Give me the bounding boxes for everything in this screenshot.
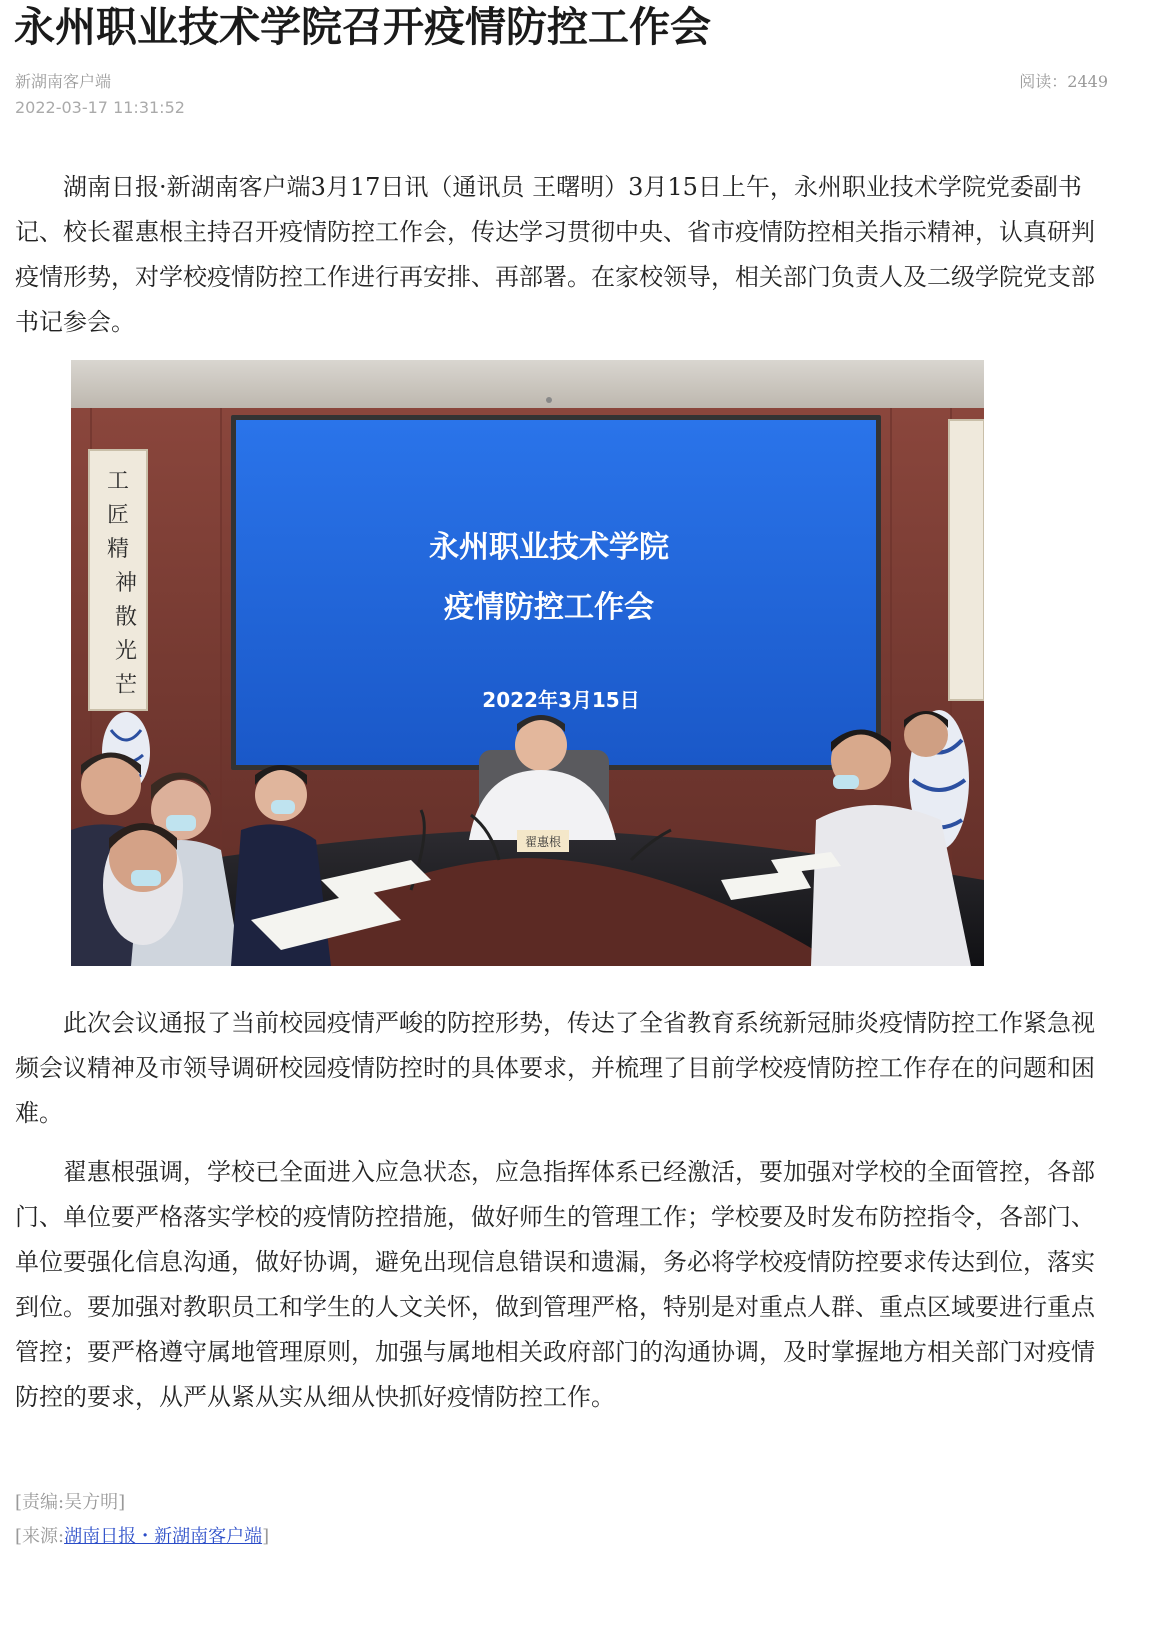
svg-text:散: 散 <box>114 605 138 630</box>
source-suffix: ] <box>262 1526 270 1547</box>
screen-title-line1: 永州职业技术学院 <box>429 530 669 565</box>
publish-time: 2022-03-17 11:31:52 <box>15 98 185 117</box>
article-photo <box>71 360 984 966</box>
article-paragraph-3: 翟惠根强调，学校已全面进入应急状态，应急指挥体系已经激活，要加强对学校的全面管控，各部门、单位要严格落实学校的疫情防控措施，做好师生的管理工作；学校要及时发布防控指令，各部门、单位要强化信息沟通，做好协调，避免出现信息错误和遗漏，务必将学校疫情防控要求传达到位，落实到位。要加强对教职员工和学生的人文关怀，做到管理严格，特别是对重点人群、重点区域要进行重点管控；要严格遵守属地管理原则，加强与属地相关政府部门的沟通协调，及时掌握地方相关部门对疫情防控的要求，从严从紧从实从细从快抓好疫情防控工作。 <box>15 1158 1095 1411</box>
source-link[interactable]: 湖南日报・新湖南客户端 <box>64 1526 263 1547</box>
svg-text:匠: 匠 <box>106 503 130 528</box>
article-paragraph-2: 此次会议通报了当前校园疫情严峻的防控形势，传达了全省教育系统新冠肺炎疫情防控工作紧急视频会议精神及市领导调研校园疫情防控时的具体要求，并梳理了目前学校疫情防控工作存在的问题和困难。 <box>15 1009 1095 1127</box>
screen-title-line2: 疫情防控工作会 <box>444 590 654 625</box>
svg-text:芒: 芒 <box>114 673 138 698</box>
nameplate-text: 翟惠根 <box>524 835 562 849</box>
source-prefix: [来源: <box>15 1526 65 1547</box>
svg-text:工: 工 <box>106 469 130 494</box>
read-label: 阅读： <box>1019 72 1068 91</box>
article-paragraph-1: 湖南日报·新湖南客户端3月17日讯（通讯员 王曙明）3月15日上午，永州职业技术学院党委副书记、校长翟惠根主持召开疫情防控工作会，传达学习贯彻中央、省市疫情防控相关指示精神，认真研判疫情形势，对学校疫情防控工作进行再安排、再部署。在家校领导，相关部门负责人及二级学院党支部书记参会。 <box>15 173 1095 336</box>
article-title: 永州职业技术学院召开疫情防控工作会 <box>14 3 711 51</box>
svg-text:精: 精 <box>106 537 130 562</box>
source-credit <box>15 1524 269 1550</box>
editor-credit: [责编:吴方明] <box>15 1492 126 1513</box>
read-number: 2449 <box>1067 72 1108 91</box>
svg-text:神: 神 <box>114 571 138 596</box>
source-name: 新湖南客户端 <box>15 72 112 91</box>
screen-date: 2022年3月15日 <box>482 688 640 712</box>
svg-text:光: 光 <box>114 639 138 664</box>
read-count <box>1019 72 1108 92</box>
